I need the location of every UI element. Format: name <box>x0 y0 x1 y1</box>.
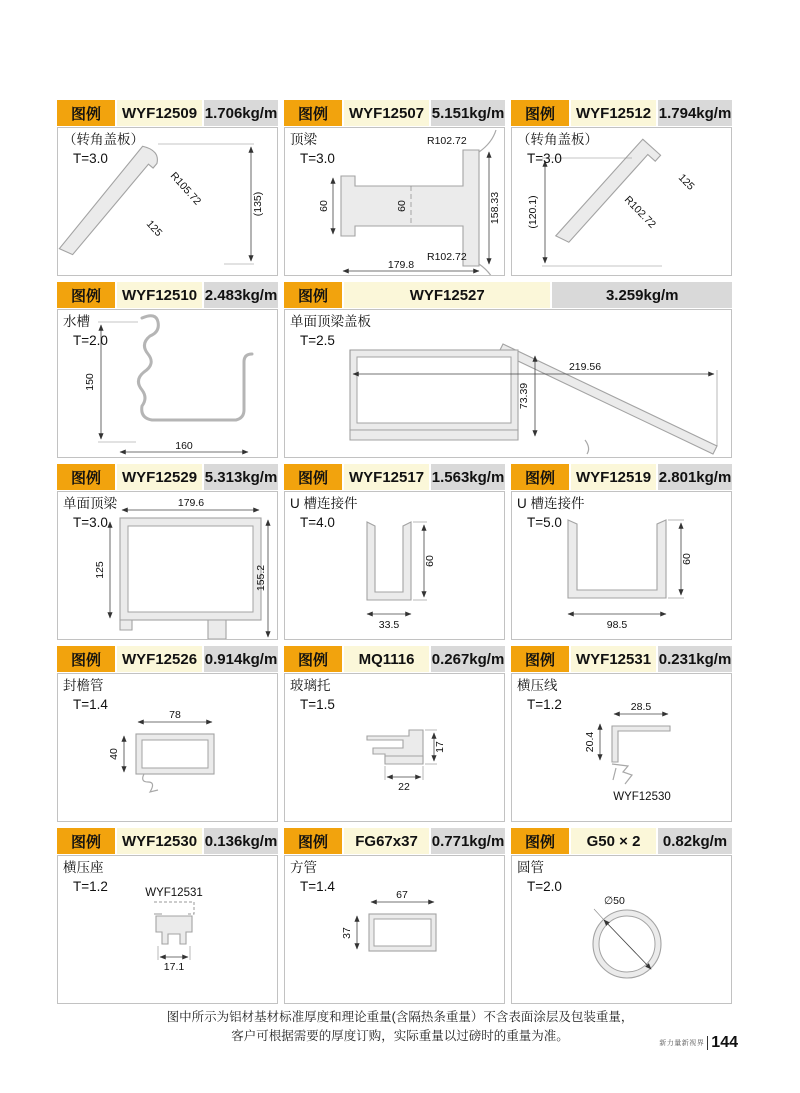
footer-line-1: 图中所示为铝材基材标准厚度和理论重量(含隔热条重量）不含表面涂层及包装重量， <box>166 1010 634 1024</box>
card-header <box>57 100 278 126</box>
profile-code: FG67x37 <box>344 828 429 854</box>
drawing-area <box>511 127 732 276</box>
legend-badge: 图例 <box>284 646 342 672</box>
legend-badge: 图例 <box>511 646 569 672</box>
profile-weight: 0.136kg/m <box>204 828 278 854</box>
card-header <box>511 464 732 490</box>
dim-length: 125 <box>675 171 697 193</box>
legend-badge: 图例 <box>57 282 115 308</box>
dim-left: 40 <box>108 748 120 760</box>
row-1 <box>57 100 735 276</box>
profile-weight: 1.706kg/m <box>204 100 278 126</box>
legend-badge: 图例 <box>57 646 115 672</box>
profile-name: 水槽 <box>63 314 90 329</box>
profile-code: WYF12509 <box>117 100 202 126</box>
dim-radius-bottom: R102.72 <box>427 251 467 263</box>
profile-name: （转角盖板） <box>63 132 144 147</box>
legend-badge: 图例 <box>284 282 342 308</box>
profile-name: 封檐管 <box>63 678 104 693</box>
drawing-area <box>57 855 278 1004</box>
profile-name: （转角盖板） <box>517 132 598 147</box>
dim-bottom: 22 <box>398 781 410 793</box>
profile-code: WYF12527 <box>344 282 550 308</box>
profile-thickness: T=5.0 <box>527 514 562 530</box>
dim-top: 28.5 <box>630 701 652 713</box>
profile-label <box>63 495 117 533</box>
card-header <box>284 100 505 126</box>
profile-weight: 0.267kg/m <box>431 646 505 672</box>
mating-part-note: WYF12530 <box>613 791 671 803</box>
drawing-area <box>511 855 732 1004</box>
dim-height: 158.33 <box>489 191 501 225</box>
drawing-area <box>511 491 732 640</box>
dim-radius: R102.72 <box>621 193 659 231</box>
profile-code: MQ1116 <box>344 646 429 672</box>
dim-height: 150 <box>84 373 96 391</box>
profile-name: 横压线 <box>517 678 558 693</box>
drawing-area <box>511 673 732 822</box>
profile-card-wyf12507 <box>284 100 505 276</box>
profile-card-wyf12527 <box>284 282 732 458</box>
drawing-area <box>284 127 505 276</box>
profile-code: WYF12507 <box>344 100 429 126</box>
profile-code: WYF12526 <box>117 646 202 672</box>
divider <box>707 1036 708 1050</box>
dim-height: (135) <box>252 191 264 217</box>
profile-card-wyf12510 <box>57 282 278 458</box>
profile-code: WYF12529 <box>117 464 202 490</box>
drawing-area <box>57 491 278 640</box>
profile-name: 单面顶梁 <box>63 496 117 511</box>
profile-thickness: T=1.4 <box>73 696 108 712</box>
dim-top: 67 <box>396 889 408 901</box>
card-header <box>284 828 505 854</box>
profile-thickness: T=4.0 <box>300 514 335 530</box>
profile-thickness: T=3.0 <box>73 514 108 530</box>
dim-bottom: 179.8 <box>387 259 415 271</box>
profile-label <box>63 677 108 715</box>
profile-thickness: T=1.2 <box>73 878 108 894</box>
dim-right: 155.2 <box>255 564 267 592</box>
profile-shape <box>612 726 670 762</box>
drawing-area <box>284 673 505 822</box>
dim-height: (120.1) <box>527 195 539 229</box>
card-header <box>284 646 505 672</box>
profile-name: U 槽连接件 <box>290 496 358 511</box>
legend-badge: 图例 <box>57 828 115 854</box>
profile-label <box>290 495 358 533</box>
row-5 <box>57 828 735 1004</box>
mating-part-outline <box>154 902 194 914</box>
profile-label <box>63 131 144 169</box>
dim-radius: R105.72 <box>167 169 204 208</box>
dim-top: 78 <box>169 709 181 721</box>
profile-card-g50x2 <box>511 828 732 1004</box>
profile-card-wyf12531 <box>511 646 732 822</box>
profile-name: 圆管 <box>517 860 544 875</box>
card-header <box>511 828 732 854</box>
dim-top: 219.56 <box>568 361 602 373</box>
drawing-area <box>57 309 278 458</box>
profile-name: 单面顶梁盖板 <box>290 314 371 329</box>
profile-thickness: T=1.2 <box>527 696 562 712</box>
profile-thickness: T=3.0 <box>300 150 335 166</box>
card-header <box>511 100 732 126</box>
dim-bottom: 17.1 <box>163 961 185 973</box>
drawing-area <box>57 673 278 822</box>
dim-height: 60 <box>424 555 436 567</box>
profile-card-wyf12517 <box>284 464 505 640</box>
profile-thickness: T=1.4 <box>300 878 335 894</box>
profile-name: U 槽连接件 <box>517 496 585 511</box>
profile-label <box>290 313 371 351</box>
profile-name: 方管 <box>290 860 317 875</box>
profile-thickness: T=3.0 <box>73 150 108 166</box>
profile-card-wyf12509 <box>57 100 278 276</box>
profile-code: G50 × 2 <box>571 828 656 854</box>
profile-card-mq1116 <box>284 646 505 822</box>
dim-length: 125 <box>143 217 165 240</box>
profile-code: WYF12517 <box>344 464 429 490</box>
row-3 <box>57 464 735 640</box>
dim-left: 37 <box>341 927 353 939</box>
card-header <box>511 646 732 672</box>
legend-badge: 图例 <box>57 100 115 126</box>
profile-weight: 2.801kg/m <box>658 464 732 490</box>
profile-code: WYF12512 <box>571 100 656 126</box>
profile-thickness: T=1.5 <box>300 696 335 712</box>
card-header <box>57 646 278 672</box>
profile-thickness: T=2.5 <box>300 332 335 348</box>
dim-bottom: 98.5 <box>606 619 628 631</box>
profile-grid <box>57 100 735 1010</box>
profile-shape <box>156 916 192 944</box>
drawing-area <box>284 491 505 640</box>
dim-height: 60 <box>681 553 693 565</box>
dim-top: 179.6 <box>177 497 205 509</box>
drawing-area <box>284 855 505 1004</box>
drawing-area <box>57 127 278 276</box>
dim-left: 125 <box>94 561 106 579</box>
profile-weight: 1.563kg/m <box>431 464 505 490</box>
profile-shape <box>341 150 479 266</box>
profile-label <box>290 131 335 169</box>
legend-badge: 图例 <box>284 100 342 126</box>
profile-weight: 3.259kg/m <box>552 282 732 308</box>
profile-card-fg67x37 <box>284 828 505 1004</box>
profile-label <box>517 677 562 715</box>
dim-diameter: ∅50 <box>604 895 625 907</box>
profile-weight: 0.914kg/m <box>204 646 278 672</box>
profile-label <box>517 859 562 897</box>
profile-code: WYF12519 <box>571 464 656 490</box>
card-header <box>57 282 278 308</box>
profile-weight: 5.151kg/m <box>431 100 505 126</box>
profile-code: WYF12510 <box>117 282 202 308</box>
page-marker <box>659 1034 738 1052</box>
dim-height: 73.39 <box>518 382 530 410</box>
footer-line-2: 客户可根据需要的厚度订购，实际重量以过磅时的重量为准。 <box>231 1028 569 1043</box>
profile-shape <box>367 522 411 600</box>
card-header <box>57 464 278 490</box>
dim-left: 20.4 <box>584 731 596 753</box>
dim-bottom: 160 <box>175 440 193 452</box>
brand-tagline: 新力量新视界 <box>659 1040 705 1047</box>
profile-code: WYF12530 <box>117 828 202 854</box>
profile-weight: 2.483kg/m <box>204 282 278 308</box>
dim-bottom: 33.5 <box>378 619 400 631</box>
profile-label <box>290 677 335 715</box>
profile-name: 顶梁 <box>290 132 317 147</box>
profile-thickness: T=2.0 <box>527 878 562 894</box>
profile-name: 玻璃托 <box>290 678 331 693</box>
dim-width-mid: 60 <box>396 200 408 212</box>
dim-height: 17 <box>434 741 446 753</box>
profile-name: 横压座 <box>63 860 104 875</box>
dim-radius-top: R102.72 <box>427 135 467 147</box>
profile-code: WYF12531 <box>571 646 656 672</box>
profile-label <box>63 859 108 897</box>
legend-badge: 图例 <box>511 100 569 126</box>
drawing-area <box>284 309 732 458</box>
profile-card-wyf12512 <box>511 100 732 276</box>
card-header <box>284 464 505 490</box>
legend-badge: 图例 <box>284 828 342 854</box>
profile-card-wyf12530 <box>57 828 278 1004</box>
legend-badge: 图例 <box>511 828 569 854</box>
legend-badge: 图例 <box>511 464 569 490</box>
card-header <box>284 282 732 308</box>
profile-label <box>63 313 108 351</box>
card-header <box>57 828 278 854</box>
profile-label <box>517 495 585 533</box>
profile-weight: 0.82kg/m <box>658 828 732 854</box>
row-2 <box>57 282 735 458</box>
diagonal-plate <box>499 344 717 454</box>
legend-badge: 图例 <box>57 464 115 490</box>
page-number: 144 <box>711 1034 738 1051</box>
mating-part-note: WYF12531 <box>145 887 203 899</box>
legend-badge: 图例 <box>284 464 342 490</box>
profile-card-wyf12519 <box>511 464 732 640</box>
profile-label <box>290 859 335 897</box>
row-4 <box>57 646 735 822</box>
profile-thickness: T=2.0 <box>73 332 108 348</box>
profile-card-wyf12529 <box>57 464 278 640</box>
profile-card-wyf12526 <box>57 646 278 822</box>
profile-weight: 1.794kg/m <box>658 100 732 126</box>
profile-thickness: T=3.0 <box>527 150 562 166</box>
profile-shape <box>138 316 252 420</box>
profile-weight: 5.313kg/m <box>204 464 278 490</box>
dim-width-left: 60 <box>318 200 330 212</box>
profile-weight: 0.771kg/m <box>431 828 505 854</box>
profile-label <box>517 131 598 169</box>
profile-weight: 0.231kg/m <box>658 646 732 672</box>
